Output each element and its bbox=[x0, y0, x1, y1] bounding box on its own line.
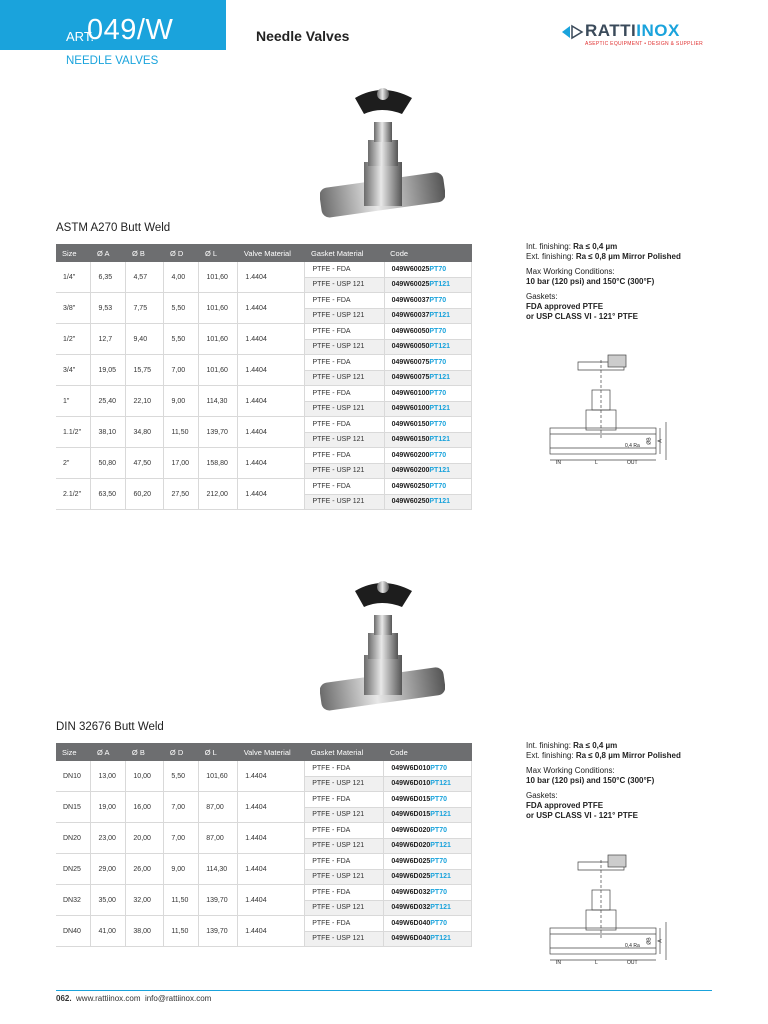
dim-d-cell: 5,50 bbox=[164, 761, 199, 792]
dim-a-cell: 41,00 bbox=[91, 916, 126, 947]
valve-material-cell: 1.4404 bbox=[238, 823, 305, 854]
column-header: Valve Material bbox=[238, 244, 305, 262]
size-cell: 3/4" bbox=[56, 355, 91, 386]
size-cell: 3/8" bbox=[56, 293, 91, 324]
table-row bbox=[56, 324, 472, 340]
brand-name: RATTIINOX bbox=[585, 21, 680, 40]
drawing-a-label: A bbox=[657, 439, 664, 443]
table-row bbox=[56, 761, 472, 776]
drawing-out-label: OUT bbox=[627, 960, 638, 966]
code-cell: 049W60100PT121 bbox=[384, 401, 471, 417]
drawing-b-label: ØB bbox=[646, 937, 653, 945]
dim-d-cell: 7,00 bbox=[164, 792, 199, 823]
dim-d-cell: 11,50 bbox=[164, 916, 199, 947]
page-subtitle: NEEDLE VALVES bbox=[66, 55, 159, 67]
valve-material-cell: 1.4404 bbox=[238, 792, 305, 823]
code-cell: 049W60050PT121 bbox=[384, 339, 471, 355]
column-header: Ø L bbox=[199, 743, 238, 761]
footer-email[interactable]: info@rattiinox.com bbox=[144, 994, 212, 1003]
code-cell: 049W6D020PT121 bbox=[384, 838, 472, 854]
needle-valve-image bbox=[320, 575, 445, 715]
code-cell: 049W60200PT121 bbox=[384, 463, 471, 479]
dim-l-cell: 101,60 bbox=[199, 355, 238, 386]
code-cell: 049W6D032PT121 bbox=[384, 900, 472, 916]
page-title: Needle Valves bbox=[256, 28, 350, 44]
drawing-ra-label: 0,4 Ra bbox=[625, 443, 640, 449]
size-cell: DN20 bbox=[56, 823, 91, 854]
code-cell: 049W6D010PT121 bbox=[384, 776, 472, 792]
dim-d-cell: 5,50 bbox=[164, 324, 199, 355]
dim-d-cell: 27,50 bbox=[164, 479, 199, 510]
size-cell: DN32 bbox=[56, 885, 91, 916]
dim-l-cell: 158,80 bbox=[199, 448, 238, 479]
gasket-material-cell: PTFE - FDA bbox=[305, 916, 384, 932]
gasket-material-cell: PTFE - FDA bbox=[305, 448, 384, 464]
dim-b-cell: 4,57 bbox=[126, 262, 164, 293]
dim-l-cell: 139,70 bbox=[199, 885, 238, 916]
gasket-material-cell: PTFE - FDA bbox=[305, 417, 384, 433]
valve-material-cell: 1.4404 bbox=[238, 854, 305, 885]
dim-d-cell: 9,00 bbox=[164, 386, 199, 417]
drawing-in-label: IN bbox=[556, 960, 561, 966]
column-header: Ø A bbox=[91, 244, 126, 262]
spec-table-astm bbox=[56, 244, 472, 510]
code-cell: 049W6D025PT70 bbox=[384, 854, 472, 870]
dim-d-cell: 11,50 bbox=[164, 885, 199, 916]
dim-a-cell: 63,50 bbox=[91, 479, 126, 510]
dim-a-cell: 29,00 bbox=[91, 854, 126, 885]
needle-valve-image bbox=[320, 80, 445, 230]
code-cell: 049W60150PT70 bbox=[384, 417, 471, 433]
valve-material-cell: 1.4404 bbox=[238, 761, 305, 792]
column-header: Ø D bbox=[164, 743, 199, 761]
finishing-notes: Int. finishing: Ra ≤ 0,4 µm Ext. finishing: Ra ≤ 0,8 µm Mirror Polished Max Working Conditions: 10 bar (120 psi) and 150°C (300°F) Gaskets: FDA approved PTFE or USP CLASS VI - 121° PTFE bbox=[526, 741, 681, 820]
dim-b-cell: 38,00 bbox=[126, 916, 164, 947]
table-row bbox=[56, 792, 472, 808]
gasket-material-cell: PTFE - FDA bbox=[305, 792, 384, 808]
code-cell: 049W60250PT70 bbox=[384, 479, 471, 495]
dim-d-cell: 7,00 bbox=[164, 823, 199, 854]
table-row bbox=[56, 448, 472, 464]
gasket-material-cell: PTFE - FDA bbox=[305, 479, 384, 495]
table-row bbox=[56, 417, 472, 433]
code-cell: 049W60250PT121 bbox=[384, 494, 471, 510]
section-title-astm: ASTM A270 Butt Weld bbox=[56, 222, 171, 234]
code-cell: 049W60100PT70 bbox=[384, 386, 471, 402]
gasket-material-cell: PTFE - FDA bbox=[305, 386, 384, 402]
footer-divider bbox=[56, 990, 712, 991]
dim-l-cell: 212,00 bbox=[199, 479, 238, 510]
dim-b-cell: 34,80 bbox=[126, 417, 164, 448]
gasket-material-cell: PTFE - USP 121 bbox=[305, 494, 384, 510]
dim-d-cell: 11,50 bbox=[164, 417, 199, 448]
column-header: Ø B bbox=[126, 743, 164, 761]
table-row bbox=[56, 355, 472, 371]
dim-l-cell: 87,00 bbox=[199, 792, 238, 823]
dim-a-cell: 6,35 bbox=[91, 262, 126, 293]
footer-website[interactable]: www.rattiinox.com bbox=[76, 994, 141, 1003]
code-cell: 049W60037PT121 bbox=[384, 308, 471, 324]
gasket-material-cell: PTFE - FDA bbox=[305, 293, 384, 309]
column-header: Gasket Material bbox=[305, 244, 384, 262]
drawing-a-label: A bbox=[657, 939, 664, 943]
code-cell: 049W60025PT70 bbox=[384, 262, 471, 277]
gasket-material-cell: PTFE - USP 121 bbox=[305, 339, 384, 355]
gasket-material-cell: PTFE - USP 121 bbox=[305, 776, 384, 792]
gasket-material-cell: PTFE - USP 121 bbox=[305, 838, 384, 854]
dim-d-cell: 7,00 bbox=[164, 355, 199, 386]
table-row bbox=[56, 885, 472, 901]
technical-drawing bbox=[548, 850, 668, 970]
spec-table-din bbox=[56, 743, 472, 947]
dim-b-cell: 7,75 bbox=[126, 293, 164, 324]
brand-tagline: ASEPTIC EQUIPMENT • DESIGN & SUPPLIER bbox=[585, 41, 704, 47]
finishing-notes: Int. finishing: Ra ≤ 0,4 µm Ext. finishing: Ra ≤ 0,8 µm Mirror Polished Max Working Conditions: 10 bar (120 psi) and 150°C (300°F) Gaskets: FDA approved PTFE or USP CLASS VI - 121° PTFE bbox=[526, 242, 681, 321]
drawing-ra-label: 0,4 Ra bbox=[625, 943, 640, 949]
dim-b-cell: 15,75 bbox=[126, 355, 164, 386]
drawing-l-label: L bbox=[595, 960, 598, 966]
size-cell: 2.1/2" bbox=[56, 479, 91, 510]
code-cell: 049W6D020PT70 bbox=[384, 823, 472, 839]
column-header: Size bbox=[56, 244, 91, 262]
dim-a-cell: 12,7 bbox=[91, 324, 126, 355]
valve-material-cell: 1.4404 bbox=[238, 417, 305, 448]
size-cell: 1.1/2" bbox=[56, 417, 91, 448]
size-cell: DN10 bbox=[56, 761, 91, 792]
dim-a-cell: 9,53 bbox=[91, 293, 126, 324]
dim-d-cell: 4,00 bbox=[164, 262, 199, 293]
table-header-row bbox=[56, 743, 472, 761]
table-row bbox=[56, 854, 472, 870]
dim-l-cell: 101,60 bbox=[199, 262, 238, 293]
code-cell: 049W60050PT70 bbox=[384, 324, 471, 340]
code-cell: 049W6D040PT70 bbox=[384, 916, 472, 932]
dim-a-cell: 13,00 bbox=[91, 761, 126, 792]
dim-b-cell: 47,50 bbox=[126, 448, 164, 479]
gasket-material-cell: PTFE - USP 121 bbox=[305, 807, 384, 823]
table-row bbox=[56, 823, 472, 839]
valve-material-cell: 1.4404 bbox=[238, 262, 305, 293]
column-header: Code bbox=[384, 743, 472, 761]
drawing-out-label: OUT bbox=[627, 460, 638, 466]
valve-material-cell: 1.4404 bbox=[238, 324, 305, 355]
gasket-material-cell: PTFE - USP 121 bbox=[305, 931, 384, 947]
gasket-material-cell: PTFE - USP 121 bbox=[305, 370, 384, 386]
art-label: ART. bbox=[66, 29, 94, 44]
dim-l-cell: 101,60 bbox=[199, 761, 238, 792]
column-header: Size bbox=[56, 743, 91, 761]
dim-a-cell: 19,00 bbox=[91, 792, 126, 823]
code-cell: 049W60150PT121 bbox=[384, 432, 471, 448]
column-header: Ø D bbox=[164, 244, 199, 262]
size-cell: DN15 bbox=[56, 792, 91, 823]
valve-material-cell: 1.4404 bbox=[238, 386, 305, 417]
gasket-material-cell: PTFE - USP 121 bbox=[305, 432, 384, 448]
gasket-material-cell: PTFE - USP 121 bbox=[305, 308, 384, 324]
column-header: Valve Material bbox=[238, 743, 305, 761]
dim-b-cell: 22,10 bbox=[126, 386, 164, 417]
dim-a-cell: 38,10 bbox=[91, 417, 126, 448]
column-header: Code bbox=[384, 244, 471, 262]
gasket-material-cell: PTFE - USP 121 bbox=[305, 463, 384, 479]
valve-material-cell: 1.4404 bbox=[238, 293, 305, 324]
dim-b-cell: 32,00 bbox=[126, 885, 164, 916]
table-row bbox=[56, 293, 472, 309]
table-row bbox=[56, 262, 472, 277]
code-cell: 049W60200PT70 bbox=[384, 448, 471, 464]
size-cell: DN40 bbox=[56, 916, 91, 947]
drawing-l-label: L bbox=[595, 460, 598, 466]
gasket-material-cell: PTFE - FDA bbox=[305, 854, 384, 870]
size-cell: DN25 bbox=[56, 854, 91, 885]
dim-d-cell: 9,00 bbox=[164, 854, 199, 885]
size-cell: 1" bbox=[56, 386, 91, 417]
drawing-in-label: IN bbox=[556, 460, 561, 466]
dim-a-cell: 25,40 bbox=[91, 386, 126, 417]
dim-b-cell: 20,00 bbox=[126, 823, 164, 854]
dim-b-cell: 16,00 bbox=[126, 792, 164, 823]
dim-d-cell: 5,50 bbox=[164, 293, 199, 324]
gasket-material-cell: PTFE - FDA bbox=[305, 823, 384, 839]
size-cell: 2" bbox=[56, 448, 91, 479]
dim-a-cell: 23,00 bbox=[91, 823, 126, 854]
section-title-din: DIN 32676 Butt Weld bbox=[56, 721, 164, 733]
dim-b-cell: 60,20 bbox=[126, 479, 164, 510]
gasket-material-cell: PTFE - USP 121 bbox=[305, 900, 384, 916]
code-cell: 049W6D015PT70 bbox=[384, 792, 472, 808]
gasket-material-cell: PTFE - USP 121 bbox=[305, 277, 384, 293]
valve-material-cell: 1.4404 bbox=[238, 885, 305, 916]
column-header: Ø L bbox=[199, 244, 238, 262]
column-header: Ø A bbox=[91, 743, 126, 761]
dim-d-cell: 17,00 bbox=[164, 448, 199, 479]
gasket-material-cell: PTFE - FDA bbox=[305, 885, 384, 901]
table-row bbox=[56, 386, 472, 402]
dim-l-cell: 101,60 bbox=[199, 324, 238, 355]
code-cell: 049W60075PT121 bbox=[384, 370, 471, 386]
valve-material-cell: 1.4404 bbox=[238, 355, 305, 386]
table-row bbox=[56, 479, 472, 495]
dim-l-cell: 87,00 bbox=[199, 823, 238, 854]
code-cell: 049W6D040PT121 bbox=[384, 931, 472, 947]
dim-l-cell: 101,60 bbox=[199, 293, 238, 324]
dim-l-cell: 139,70 bbox=[199, 916, 238, 947]
dim-l-cell: 114,30 bbox=[199, 854, 238, 885]
code-cell: 049W6D010PT70 bbox=[384, 761, 472, 776]
dim-b-cell: 9,40 bbox=[126, 324, 164, 355]
gasket-material-cell: PTFE - FDA bbox=[305, 262, 384, 277]
dim-b-cell: 26,00 bbox=[126, 854, 164, 885]
rattiinox-logo-icon bbox=[560, 22, 584, 42]
technical-drawing bbox=[548, 350, 668, 470]
code-cell: 049W60037PT70 bbox=[384, 293, 471, 309]
dim-b-cell: 10,00 bbox=[126, 761, 164, 792]
dim-l-cell: 139,70 bbox=[199, 417, 238, 448]
code-cell: 049W6D015PT121 bbox=[384, 807, 472, 823]
column-header: Ø B bbox=[126, 244, 164, 262]
page-number: 062. bbox=[56, 994, 72, 1003]
dim-a-cell: 35,00 bbox=[91, 885, 126, 916]
code-cell: 049W60025PT121 bbox=[384, 277, 471, 293]
code-cell: 049W60075PT70 bbox=[384, 355, 471, 371]
footer bbox=[56, 994, 211, 1003]
column-header: Gasket Material bbox=[305, 743, 384, 761]
dim-a-cell: 50,80 bbox=[91, 448, 126, 479]
gasket-material-cell: PTFE - FDA bbox=[305, 761, 384, 776]
size-cell: 1/2" bbox=[56, 324, 91, 355]
valve-material-cell: 1.4404 bbox=[238, 448, 305, 479]
dim-a-cell: 19,05 bbox=[91, 355, 126, 386]
valve-material-cell: 1.4404 bbox=[238, 479, 305, 510]
gasket-material-cell: PTFE - FDA bbox=[305, 355, 384, 371]
table-row bbox=[56, 916, 472, 932]
code-cell: 049W6D025PT121 bbox=[384, 869, 472, 885]
gasket-material-cell: PTFE - FDA bbox=[305, 324, 384, 340]
size-cell: 1/4" bbox=[56, 262, 91, 293]
dim-l-cell: 114,30 bbox=[199, 386, 238, 417]
art-number: 049/W bbox=[87, 14, 174, 46]
gasket-material-cell: PTFE - USP 121 bbox=[305, 401, 384, 417]
valve-material-cell: 1.4404 bbox=[238, 916, 305, 947]
table-header-row bbox=[56, 244, 472, 262]
gasket-material-cell: PTFE - USP 121 bbox=[305, 869, 384, 885]
code-cell: 049W6D032PT70 bbox=[384, 885, 472, 901]
drawing-b-label: ØB bbox=[646, 437, 653, 445]
